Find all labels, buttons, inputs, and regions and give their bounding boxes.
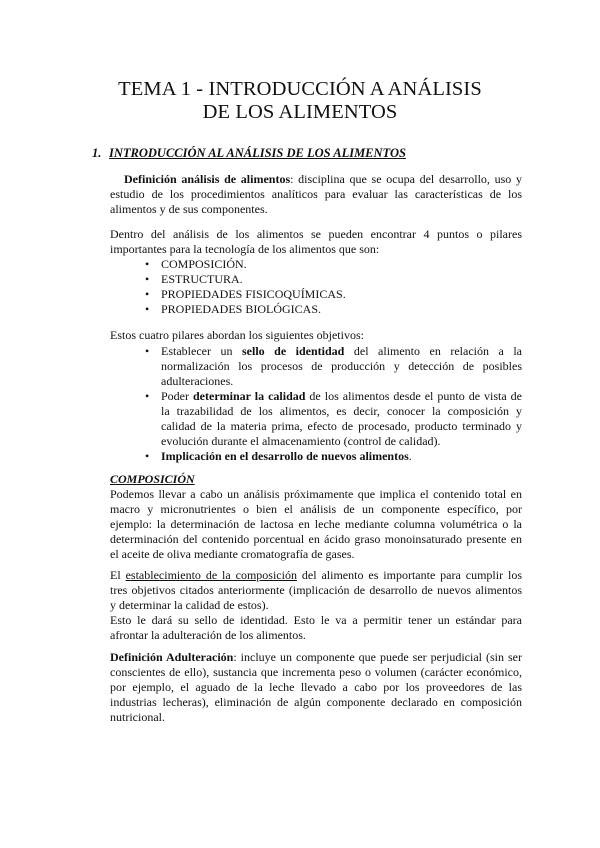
- paragraph-line: industrias lecheras), eliminación de algún componente declarado en composición: [110, 695, 522, 709]
- text-span: El: [110, 568, 126, 582]
- bullet-icon: •: [145, 287, 150, 301]
- list-item: [145, 302, 522, 317]
- list-item-text: PROPIEDADES FISICOQUÍMICAS.: [161, 287, 346, 301]
- paragraph-line: normalización los procesos de producción y detección de posibles: [161, 359, 522, 373]
- title-line-1: TEMA 1 - INTRODUCCIÓN A ANÁLISIS: [118, 78, 482, 100]
- text-span: de los alimentos desde el punto de vista de: [305, 389, 523, 403]
- list-item: [145, 272, 522, 287]
- paragraph-line: estudio de los procedimientos analíticos para evaluar las características de los: [110, 187, 522, 201]
- list-item: [145, 287, 522, 302]
- objectives-list: [145, 344, 522, 464]
- bold-phrase: Implicación en el desarrollo de nuevos alimentos: [161, 449, 409, 463]
- text-span: : disciplina que se ocupa del desarrollo, uso y: [290, 172, 523, 186]
- bullet-icon: •: [145, 389, 150, 403]
- list-item: [145, 344, 522, 389]
- section-number: 1.: [92, 146, 102, 160]
- paragraph-line: Estos cuatro pilares abordan los siguientes objetivos:: [110, 328, 364, 342]
- paragraph-line: Dentro del análisis de los alimentos se pueden encontrar 4 puntos o pilares: [110, 227, 522, 241]
- bold-phrase: sello de identidad: [241, 344, 345, 358]
- paragraph-line: [110, 172, 522, 187]
- paragraph-line: [161, 449, 522, 464]
- objectives-intro: [110, 328, 522, 343]
- paragraph-line: [161, 344, 522, 359]
- list-item: [145, 449, 522, 464]
- paragraph-line: [161, 389, 522, 404]
- text-span: : incluye un componente que puede ser perjudicial (sin ser: [233, 650, 522, 664]
- definition-term: Definición Adulteración: [110, 650, 234, 664]
- paragraph-line: Esto le dará su sello de identidad. Esto le va a permitir tener un estándar para: [110, 613, 522, 627]
- paragraph-line: calidad de la materia prima, efecto de procesado, producto terminado y: [161, 419, 522, 433]
- paragraph-line: evolución durante el almacenamiento (control de calidad).: [161, 434, 441, 448]
- paragraph-line: tres objetivos citados anteriormente (implicación de desarrollo de nuevos alimentos: [110, 583, 522, 597]
- list-item-text: COMPOSICIÓN.: [161, 257, 247, 271]
- paragraph-line: Podemos llevar a cabo un análisis próximamente que implica el contenido total en: [110, 487, 522, 501]
- paragraph-line: afrontar la adulteración de los alimentos.: [110, 628, 306, 642]
- subheading: COMPOSICIÓN: [110, 472, 195, 486]
- paragraph-line: importantes para la tecnología de los alimentos que son:: [110, 242, 380, 256]
- paragraph-line: ejemplo: la determinación de lactosa en leche mediante columna volumétrica o la: [110, 517, 522, 531]
- underlined-phrase: establecimiento de la composición: [125, 568, 297, 582]
- paragraph-line: determinación del contenido porcentual en ácido graso monoinsaturado presente en: [110, 532, 522, 546]
- text-span: .: [408, 449, 412, 463]
- definition-analysis-paragraph: [110, 172, 522, 217]
- composition-section: [110, 472, 522, 562]
- paragraph-line: nutricional.: [110, 710, 165, 724]
- paragraph-line: alimentos y de sus componentes.: [110, 202, 268, 216]
- paragraph-line: [110, 568, 522, 583]
- text-span: del alimento en relación a la: [344, 344, 523, 358]
- section-title: INTRODUCCIÓN AL ANÁLISIS DE LOS ALIMENTOS: [109, 146, 406, 160]
- composition-heading: [110, 472, 522, 487]
- list-item-text: ESTRUCTURA.: [161, 272, 243, 286]
- title-line-2: DE LOS ALIMENTOS: [202, 101, 398, 123]
- text-span: Establecer un: [161, 344, 242, 358]
- paragraph-line: el aceite de oliva mediante cromatografía de gases.: [110, 547, 355, 561]
- pillars-list: [145, 257, 522, 317]
- bullet-icon: •: [145, 344, 150, 358]
- text-span: Poder: [161, 389, 193, 403]
- text-span: del alimento es importante para cumplir los: [296, 568, 522, 582]
- paragraph-line: adulteraciones.: [161, 374, 234, 388]
- paragraph-line: [110, 650, 522, 665]
- bold-phrase: determinar la calidad: [193, 389, 306, 403]
- paragraph-line: por ejemplo, el aguado de la leche llevado a cabo por los proveedores de las: [110, 680, 522, 694]
- paragraph-line: la trazabilidad de los alimentos, es decir, conocer la composición y: [161, 404, 522, 418]
- bullet-icon: •: [145, 257, 150, 271]
- list-item: [145, 389, 522, 449]
- adulteration-definition: [110, 650, 522, 725]
- list-item: [145, 257, 522, 272]
- page-title: [0, 78, 600, 124]
- paragraph-line: conscientes de ello), sustancia que incrementa peso o volumen (carácter económico,: [110, 665, 522, 679]
- section-heading: [92, 146, 406, 161]
- paragraph-line: y determinar la calidad de estos).: [110, 598, 269, 612]
- bullet-icon: •: [145, 272, 150, 286]
- bullet-icon: •: [145, 302, 150, 316]
- list-item-text: PROPIEDADES BIOLÓGICAS.: [161, 302, 322, 316]
- composition-paragraph-2: [110, 568, 522, 643]
- pillars-intro-paragraph: [110, 227, 522, 257]
- definition-term: Definición análisis de alimentos: [124, 172, 291, 186]
- bullet-icon: •: [145, 449, 150, 463]
- paragraph-line: macro y micronutrientes o bien el análisis de un componente específico, por: [110, 502, 522, 516]
